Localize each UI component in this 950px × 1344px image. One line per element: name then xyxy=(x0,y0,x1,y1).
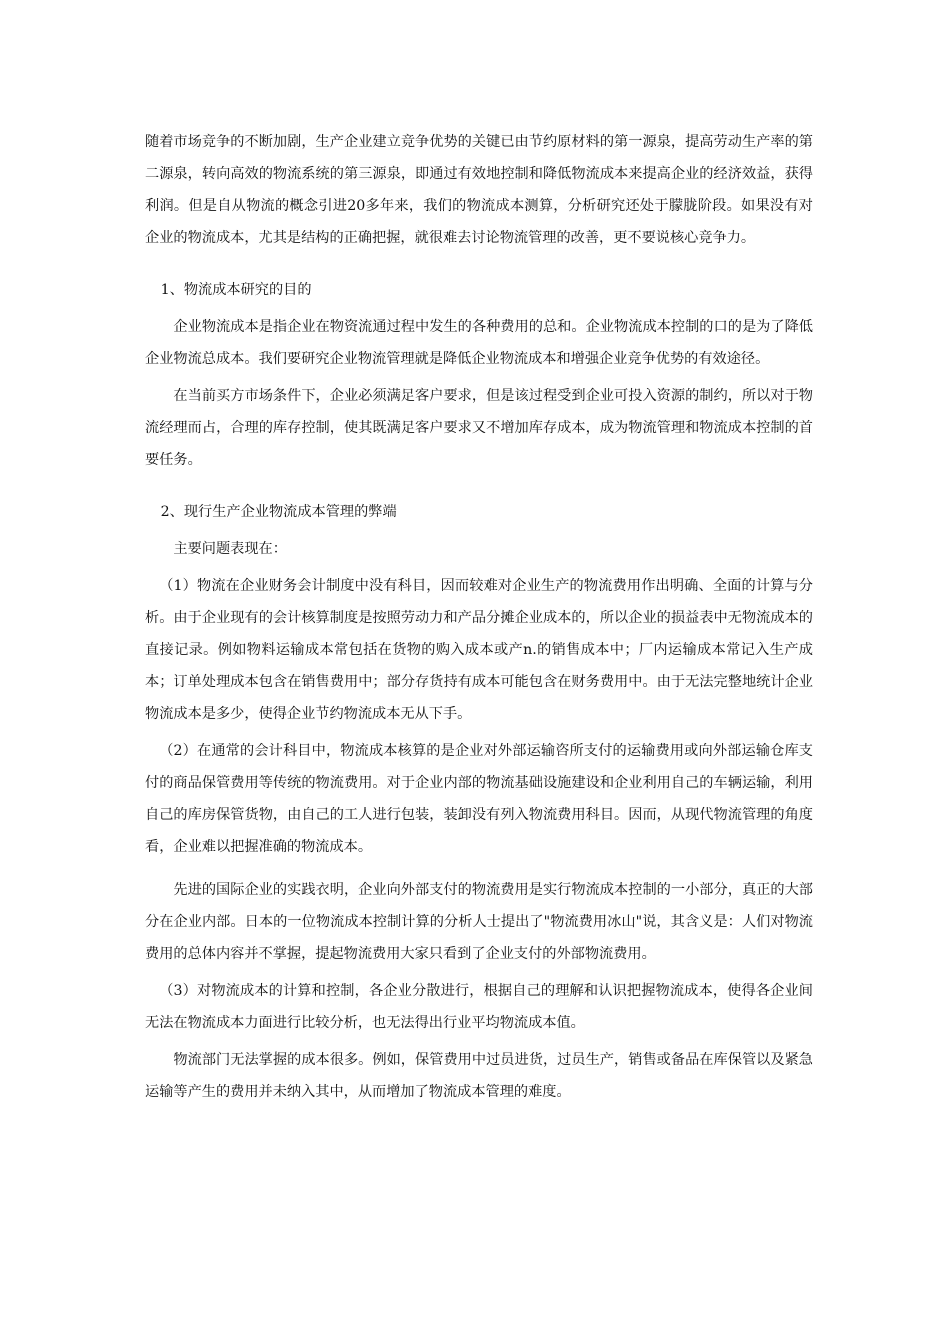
section1-paragraph-2: 在当前买方市场条件下，企业必须满足客户要求，但是该过程受到企业可投入资源的制约，所以对于物流经理而占，合理的库存控制，使其既满足客户要求又不增加库存成本，成为物流管理和物流成本控制的首要任务。 xyxy=(145,388,813,468)
section1-paragraph-1: 企业物流成本是指企业在物资流通过程中发生的各种费用的总和。企业物流成本控制的口的是为了降低企业物流总成本。我们要研究企业物流管理就是降低企业物流成本和增强企业竞争优势的有效途径。 xyxy=(145,319,813,367)
iceberg-paragraph: 先进的国际企业的实践衣明，企业向外部支付的物流费用是实行物流成本控制的一小部分，真正的大部分在企业内部。日本的一位物流成本控制计算的分析人士提出了"物流费用冰山"说，其含义是：人们对物流费用的总体内容并不掌握，提起物流费用大家只看到了企业支付的外部物流费用。 xyxy=(145,882,813,962)
problem-item-1: （1）物流在企业财务会计制度中没有科目，因而较难对企业生产的物流费用作出明确、全面的计算与分析。由于企业现有的会计核算制度是按照劳动力和产品分摊企业成本的，所以企业的损益表中无物流成本的直接记录。例如物料运输成本常包括在货物的购入成本或产n.的销售成本中；厂内运输成本常记入生产成本；订单处理成本包含在销售费用中；部分存货持有成本可能包含在财务费用中。由于无法完整地统计企业物流成本是多少，使得企业节约物流成本无从下手。 xyxy=(145,578,813,722)
closing-paragraph: 物流部门无法掌握的成本很多。例如，保管费用中过员进货，过员生产，销售或备品在库保管以及紧急运输等产生的费用并未纳入其中，从而增加了物流成本管理的难度。 xyxy=(145,1052,813,1100)
section2-lead: 主要问题表现在： xyxy=(173,541,287,557)
document-page xyxy=(145,126,813,1108)
problem-item-3: （3）对物流成本的计算和控制，各企业分散进行，根据自己的理解和认识把握物流成本，使得各企业间无法在物流成本力面进行比较分析，也无法得出行业平均物流成本值。 xyxy=(145,983,813,1031)
intro-paragraph: 随着市场竞争的不断加剧，生产企业建立竞争优势的关键已由节约原材料的第一源泉，提高劳动生产率的第二源泉，转向高效的物流系统的第三源泉，即通过有效地控制和降低物流成本来提高企业的经济效益，获得利润。但是自从物流的概念引进20多年来，我们的物流成本测算，分析研究还处于朦胧阶段。如果没有对企业的物流成本，尤其是结构的正确把握，就很难去讨论物流管理的改善，更不要说核心竞争力。 xyxy=(145,134,813,246)
problem-item-2: （2）在通常的会计科目中，物流成本核算的是企业对外部运输咨所支付的运输费用或向外部运输仓库支付的商品保管费用等传统的物流费用。对于企业内部的物流基础设施建设和企业利用自己的车辆运输，利用自己的库房保管货物，由自己的工人进行包装，装卸没有列入物流费用科目。因而，从现代物流管理的角度看，企业难以把握准确的物流成本。 xyxy=(145,743,813,855)
section1-heading: 1、物流成本研究的目的 xyxy=(160,282,312,298)
section2-heading: 2、现行生产企业物流成本管理的弊端 xyxy=(160,504,397,520)
